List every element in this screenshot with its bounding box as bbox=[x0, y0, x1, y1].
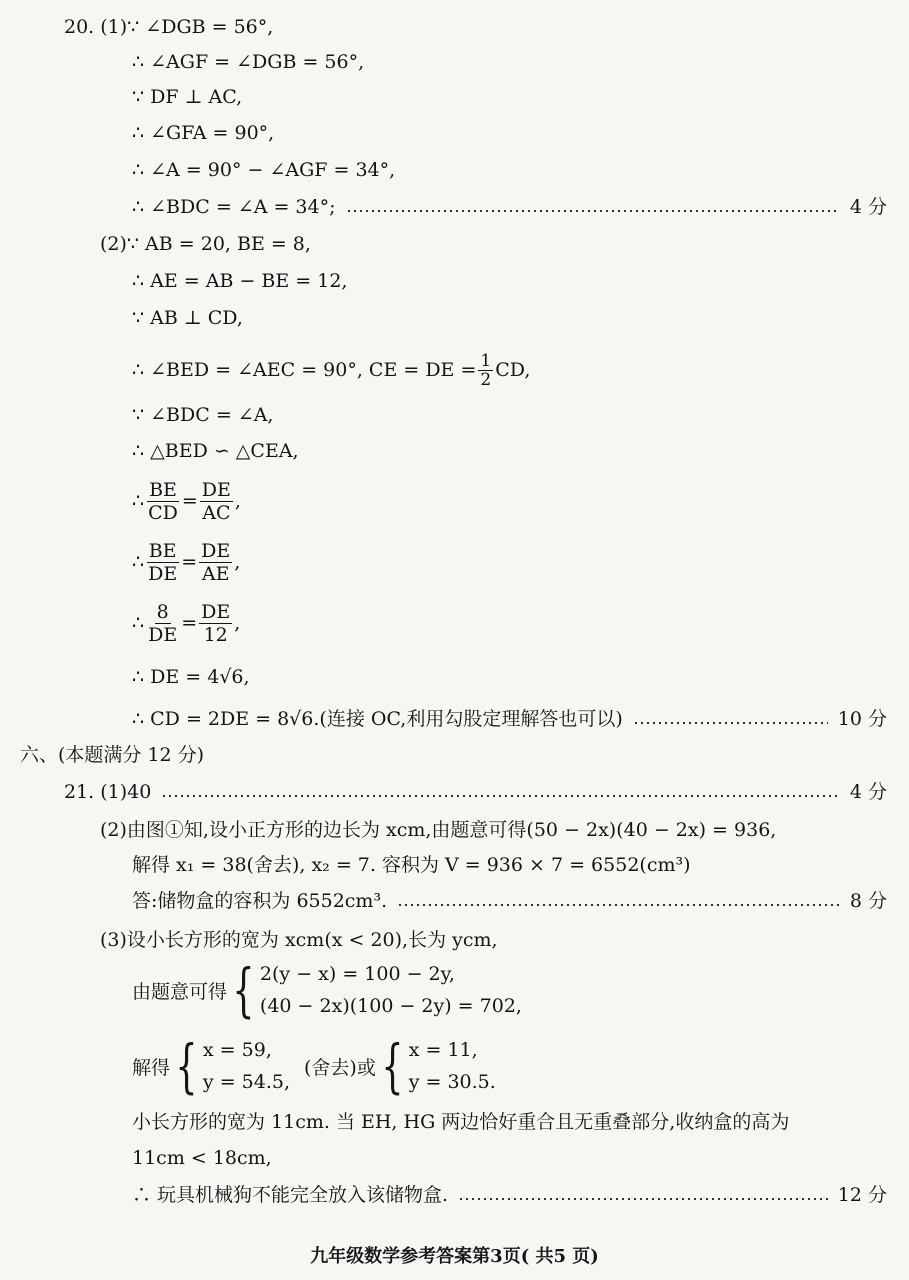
fraction-numerator: 8 bbox=[156, 600, 169, 623]
q20-p1-line6 bbox=[132, 192, 887, 222]
fraction-numerator: BE bbox=[149, 478, 177, 501]
fraction-denominator: 12 bbox=[203, 623, 228, 646]
q20-p2-line4-text: ∴ ∠BED = ∠AEC = 90°, CE = DE = bbox=[132, 359, 477, 381]
leader-dots bbox=[633, 722, 828, 724]
q20-p2-proportion1 bbox=[132, 476, 241, 526]
q20-p2-line7: ∴ DE = 4√6, bbox=[132, 666, 250, 688]
system-row: x = 59, bbox=[202, 1039, 272, 1061]
fraction-numerator: DE bbox=[201, 478, 231, 501]
equals-sign: = bbox=[181, 490, 198, 512]
fraction-half bbox=[478, 352, 493, 389]
system-row: y = 30.5. bbox=[408, 1071, 496, 1093]
q20-p2-proportion2 bbox=[132, 537, 240, 587]
fraction-numerator: DE bbox=[201, 600, 231, 623]
system-row: y = 54.5, bbox=[202, 1071, 290, 1093]
fraction bbox=[199, 601, 232, 646]
equation-system-1 bbox=[132, 958, 522, 1022]
fraction bbox=[200, 479, 233, 524]
score-mark: 8 分 bbox=[849, 890, 887, 912]
fraction bbox=[146, 479, 180, 524]
fraction-denominator: DE bbox=[148, 623, 178, 646]
fraction-numerator: BE bbox=[148, 539, 177, 562]
q20-p1-line5: ∴ ∠A = 90° − ∠AGF = 34°, bbox=[132, 159, 396, 181]
q21-p3-line3: 11cm < 18cm, bbox=[132, 1147, 272, 1169]
left-brace-icon: { bbox=[232, 956, 255, 1024]
score-mark: 4 分 bbox=[849, 781, 887, 803]
q21-p1-text: 21. (1)40 bbox=[64, 781, 152, 803]
q21-p2-line2: 解得 x₁ = 38(舍去), x₂ = 7. 容积为 V = 936 × 7 = 6552(cm³) bbox=[132, 854, 691, 876]
fraction-denominator: 2 bbox=[480, 369, 492, 390]
q20-p2-line6: ∴ △BED ∽ △CEA, bbox=[132, 440, 299, 462]
left-brace-icon: { bbox=[175, 1032, 198, 1100]
fraction-numerator: 1 bbox=[480, 350, 492, 371]
q20-p1-line1: 20. (1)∵ ∠DGB = 56°, bbox=[64, 16, 274, 38]
therefore-symbol: ∴ bbox=[132, 551, 145, 573]
q20-p2-line2: ∴ AE = AB − BE = 12, bbox=[132, 270, 348, 292]
equation-system-2 bbox=[132, 1034, 496, 1098]
fraction bbox=[199, 540, 232, 585]
equals-sign: = bbox=[181, 551, 198, 573]
comma: , bbox=[234, 612, 241, 634]
q21-p3-line4 bbox=[132, 1180, 887, 1210]
q20-p2-line8-text: ∴ CD = 2DE = 8√6.(连接 OC,利用勾股定理解答也可以) bbox=[132, 708, 623, 730]
q20-p1-line2: ∴ ∠AGF = ∠DGB = 56°, bbox=[132, 51, 365, 73]
q20-p2-line5: ∵ ∠BDC = ∠A, bbox=[132, 404, 274, 426]
system-label: 解得 bbox=[132, 1056, 171, 1079]
rejected-note: (舍去)或 bbox=[304, 1056, 376, 1079]
therefore-symbol: ∴ bbox=[132, 612, 145, 634]
comma: , bbox=[234, 551, 241, 573]
q20-p1-line6-text: ∴ ∠BDC = ∠A = 34°; bbox=[132, 196, 336, 218]
q21-p1-line bbox=[64, 777, 887, 807]
q20-p2-line1: (2)∵ AB = 20, BE = 8, bbox=[100, 233, 311, 255]
fraction-denominator: DE bbox=[148, 562, 178, 585]
equals-sign: = bbox=[181, 612, 198, 634]
leader-dots bbox=[161, 795, 840, 797]
q20-p2-line4 bbox=[132, 350, 530, 390]
system-row: 2(y − x) = 100 − 2y, bbox=[259, 963, 455, 985]
left-brace-icon: { bbox=[381, 1032, 404, 1100]
score-mark: 10 分 bbox=[837, 708, 887, 730]
q20-p2-line4-end: CD, bbox=[495, 359, 531, 381]
fraction-denominator: CD bbox=[148, 501, 178, 524]
fraction-denominator: AC bbox=[202, 501, 231, 524]
fraction bbox=[146, 540, 179, 585]
q20-p1-line3: ∵ DF ⊥ AC, bbox=[132, 86, 243, 108]
q20-p2-line3: ∵ AB ⊥ CD, bbox=[132, 307, 243, 329]
fraction-numerator: DE bbox=[201, 539, 231, 562]
page-footer: 九年级数学参考答案第3页( 共5 页) bbox=[310, 1246, 599, 1267]
system-label: 由题意可得 bbox=[132, 980, 228, 1003]
q21-p3-line4-text: ∴ 玩具机械狗不能完全放入该储物盒. bbox=[132, 1184, 449, 1206]
leader-dots bbox=[346, 210, 840, 212]
comma: , bbox=[234, 490, 241, 512]
leader-dots bbox=[458, 1198, 828, 1200]
score-mark: 4 分 bbox=[849, 196, 887, 218]
q21-p2-line1: (2)由图①知,设小正方形的边长为 xcm,由题意可得(50 − 2x)(40 − 2x) = 936, bbox=[100, 819, 777, 841]
q21-p2-line3 bbox=[132, 886, 887, 916]
q20-p1-line4: ∴ ∠GFA = 90°, bbox=[132, 122, 275, 144]
therefore-symbol: ∴ bbox=[132, 490, 145, 512]
section-heading: 六、(本题满分 12 分) bbox=[20, 744, 205, 766]
score-mark: 12 分 bbox=[837, 1184, 887, 1206]
fraction-denominator: AE bbox=[201, 562, 230, 585]
q21-p2-line3-text: 答:储物盒的容积为 6552cm³. bbox=[132, 890, 388, 912]
fraction bbox=[146, 601, 179, 646]
leader-dots bbox=[397, 904, 840, 906]
system-row: x = 11, bbox=[408, 1039, 478, 1061]
q20-p2-line8 bbox=[132, 704, 887, 734]
q20-p2-proportion3 bbox=[132, 598, 240, 648]
q21-p3-line2: 小长方形的宽为 11cm. 当 EH, HG 两边恰好重合且无重叠部分,收纳盒的高为 bbox=[132, 1111, 790, 1133]
q21-p3-line1: (3)设小长方形的宽为 xcm(x < 20),长为 ycm, bbox=[100, 929, 498, 951]
system-row: (40 − 2x)(100 − 2y) = 702, bbox=[259, 995, 522, 1017]
